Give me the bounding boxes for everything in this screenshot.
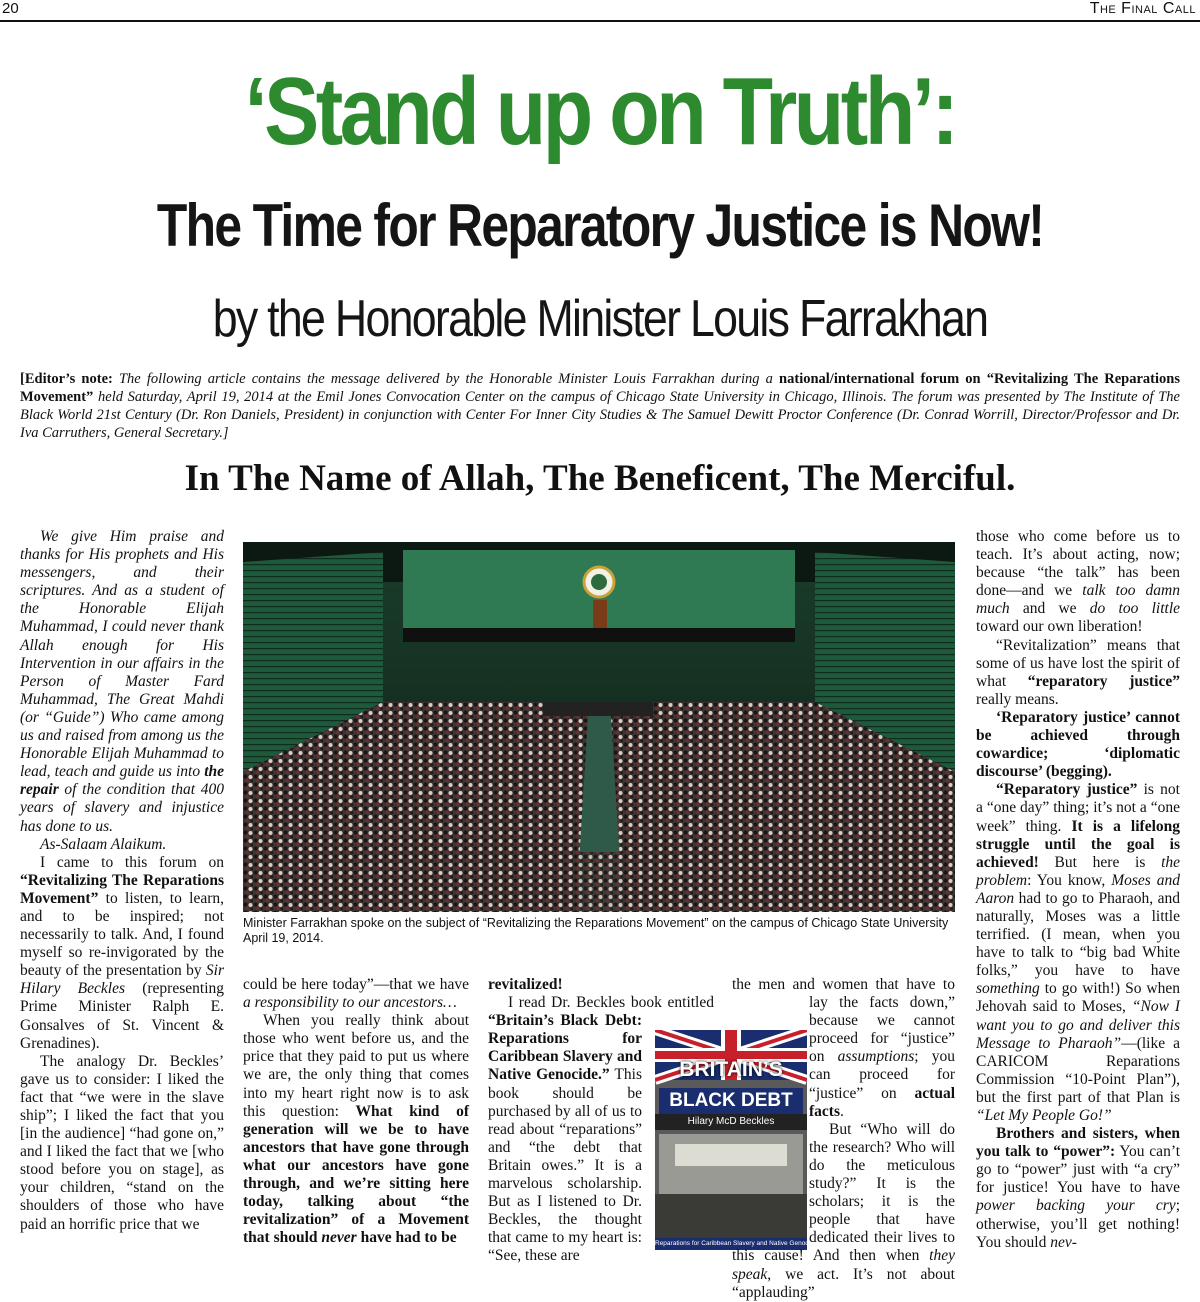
byline: by the Honorable Minister Louis Farrakhan <box>212 290 988 348</box>
paragraph: When you really think about those who went before us, and the price that they paid to put us where we are, the only thing that comes into my heart right now is to ask this question: What kind of generation will we be to have ancestors that have gone through what our ancestors have gone through, and we’re sitting here today, talking about “the revitalization” of a Movement that should never have had to be <box>243 1012 469 1247</box>
page-header <box>0 0 1200 22</box>
headline-main: ‘Stand up on Truth’: <box>244 58 956 165</box>
article-column-2 <box>243 976 469 1247</box>
paragraph: Brothers and sisters, when you talk to “power”: You can’t go to “power” just with “a cry” for justice! You have to have power backing your cry; otherwise, you’ll get nothing! You should nev- <box>976 1125 1181 1251</box>
paragraph: But “Who will do the research? Who will do the meticulous study?” It is the scholars; it is the people that have dedicated their lives to this cause! And then when they speak, we act. It’s not about “applauding” <box>732 1120 955 1301</box>
headline-sub: The Time for Reparatory Justice is Now! <box>156 192 1044 259</box>
paragraph: revitalized! <box>488 976 563 993</box>
article-column-4 <box>732 976 955 1302</box>
editors-note-label: [Editor’s note: <box>20 371 113 387</box>
paragraph: those who come before us to teach. It’s about acting, now; because “the talk” has been done—and we talk too damn much and we do too little toward our own liberation! <box>976 528 1180 636</box>
article-column-5 <box>976 528 1180 1252</box>
paragraph: ‘Reparatory justice’ cannot be achieved through cowardice; ‘diplomatic discourse’ (begging). <box>976 708 1180 781</box>
paragraph: could be here today”—that we have a responsibility to our ancestors… <box>243 976 469 1012</box>
article-column-3 <box>488 976 714 1266</box>
forum-photo <box>243 542 955 912</box>
paragraph: the men and women that have to lay the facts down,” because we cannot proceed for “justice” on assumptions; you can proceed for “justice” on actual facts. <box>732 976 955 1120</box>
greeting: As-Salaam Alaikum. <box>40 835 167 853</box>
book-author: Hilary McD Beckles <box>687 1116 775 1127</box>
invocation-heading: In The Name of Allah, The Beneficent, The Merciful. <box>184 458 1016 499</box>
book-subtitle: Reparations for Caribbean Slavery and Native Genocide <box>655 1240 818 1247</box>
paragraph: The analogy Dr. Beckles’ gave us to consider: I liked the fact that “we were in the slave ship”; I liked the fact that you [in the audience] “had gone on,” and I liked the fact that we [who stood before you on stage], as your children, “stand on the shoulders of those who have paid an horrific price that we <box>20 1052 224 1233</box>
editors-note: [Editor’s note: The following article contains the message delivered by the Honorable Minister Louis Farrakhan during a national/international forum on “Revitalizing The Reparations Movement” held Saturday, April 19, 2014 at the Emil Jones Convocation Center on the campus of Chicago State University in Chicago, Illinois. The forum was presented by The Institute of The Black World 21st Century (Dr. Ron Daniels, President) in conjunction with Center For Inner City Studies & The Samuel Dewitt Proctor Conference (Dr. Conrad Worrill, Director/Professor and Dr. Iva Carruthers, General Secretary.] <box>20 371 1180 441</box>
publication-name: The Final Call <box>1089 0 1196 17</box>
book-title-line1: BRITAIN’S <box>679 1058 783 1081</box>
article-column-1 <box>20 528 224 1234</box>
photo-caption: Minister Farrakhan spoke on the subject of “Revitalizing the Reparations Movement” on the campus of Chicago State University April 19, 2014. <box>243 916 949 945</box>
paragraph: “Revitalization” means that some of us have lost the spirit of what “reparatory justice” really means. <box>976 636 1180 708</box>
arena-image <box>243 542 955 912</box>
paragraph: I came to this forum on “Revitalizing The Reparations Movement” to listen, to learn, and to be inspired; not necessarily to talk. And, I found myself so re-invigorated by the beauty of the presentation by Sir Hilary Beckles (representing Prime Minister Ralph E. Gonsalves of St. Vincent & Grenadines). <box>20 853 224 1052</box>
paragraph: I read Dr. Beckles book entitled “Britain’s Black Debt: Reparations for Caribbean Slavery and Native Genocide.” This book should be purchased by all of us to read about “reparations” and “the debt that Britain owes.” It is a marvelous scholarship. But as I listened to Dr. Beckles, the thought that came to my heart is: “See, these are <box>488 994 714 1265</box>
intro-paragraph: We give Him praise and thanks for His prophets and His messengers, and their scriptures. And as a student of the Honorable Elijah Muhammad, I could never thank Allah enough for His Intervention in our affairs in the Person of Master Fard Muhammad, The Great Mahdi (or “Guide”) Who came among us and raised from among us the Honorable Elijah Muhammad to lead, teach and guide us into the repair of the condition that 400 years of slavery and injustice has done to us. <box>20 528 224 835</box>
page-number: 20 <box>2 0 19 17</box>
book-title-line2: BLACK DEBT <box>669 1090 793 1111</box>
paragraph: “Reparatory justice” is not a “one day” thing; it’s not a “one week” thing. It is a lifelong struggle until the goal is achieved! But here is the problem: You know, Moses and Aaron had to go to Pharaoh, and naturally, Moses was a little terrified. (I mean, when you have to talk to “big bad White folks,” you have to have something to go with!) So when Jehovah said to Moses, “Now I want you to go and deliver this Message to Pharaoh”—(like a CARICOM Reparations Commission “10-Point Plan”), but the first part of that Plan is “Let My People Go!” <box>976 781 1181 1124</box>
